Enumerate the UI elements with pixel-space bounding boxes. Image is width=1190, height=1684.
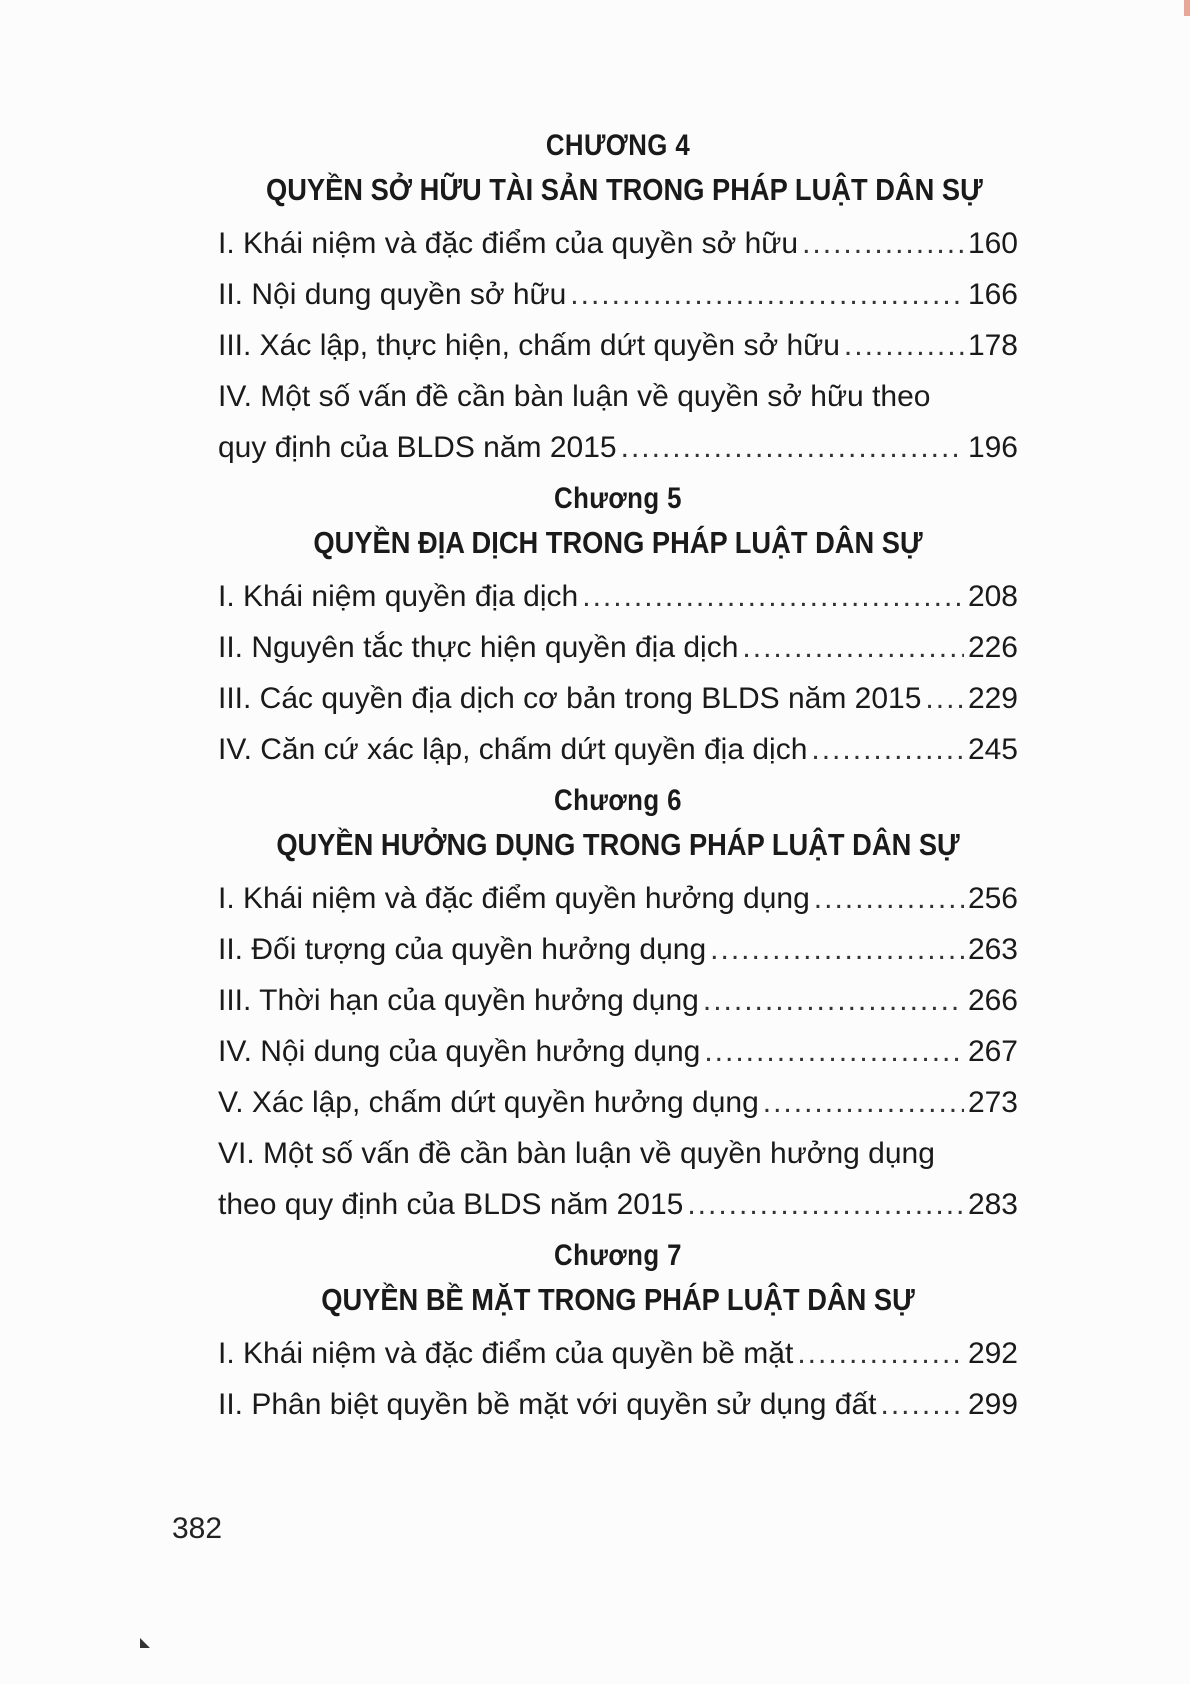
- toc-entry-page: 245: [967, 733, 1018, 766]
- toc-entry[interactable]: [218, 873, 1018, 924]
- toc-entry-label: IV. Căn cứ xác lập, chấm dứt quyền địa dịch: [218, 733, 808, 766]
- toc-entry[interactable]: [218, 673, 1018, 724]
- section-chapter-4: [218, 126, 1018, 473]
- dot-leader: [582, 571, 964, 622]
- toc-entry[interactable]: [218, 724, 1018, 775]
- toc-entry[interactable]: [218, 622, 1018, 673]
- section-chapter-6: [218, 781, 1018, 1230]
- toc-entry-label: II. Nguyên tắc thực hiện quyền địa dịch: [218, 631, 739, 664]
- dot-leader: [797, 1328, 964, 1379]
- section-chapter-7: [218, 1236, 1018, 1430]
- chapter-heading: Chương 7: [554, 1239, 682, 1272]
- toc-entry-page: 256: [967, 882, 1018, 915]
- chapter-heading: Chương 6: [554, 784, 682, 817]
- dot-leader: [704, 1026, 964, 1077]
- toc-entry-page: 263: [967, 933, 1018, 966]
- toc-entry[interactable]: [218, 1077, 1018, 1128]
- toc-entry[interactable]: [218, 924, 1018, 975]
- toc-entry[interactable]: [218, 269, 1018, 320]
- toc-entry-page: 196: [967, 431, 1018, 464]
- dot-leader: [703, 975, 964, 1026]
- toc-entry[interactable]: [218, 320, 1018, 371]
- toc-entry[interactable]: [218, 1328, 1018, 1379]
- toc-entry-page: 229: [967, 682, 1018, 715]
- toc-entry-label: II. Phân biệt quyền bề mặt với quyền sử dụng đất: [218, 1388, 877, 1421]
- toc-entry-page: 166: [967, 278, 1018, 311]
- toc-entry-continuation: theo quy định của BLDS năm 2015: [218, 1188, 684, 1221]
- toc-entry[interactable]: [218, 571, 1018, 622]
- page-edge-mark: [1184, 0, 1190, 16]
- toc-entry-page: 226: [967, 631, 1018, 664]
- toc-entry[interactable]: [218, 422, 1018, 473]
- toc-entry[interactable]: [218, 1026, 1018, 1077]
- toc-entry[interactable]: [218, 975, 1018, 1026]
- toc-entry-label: II. Đối tượng của quyền hưởng dụng: [218, 933, 707, 966]
- toc-entry-label: I. Khái niệm và đặc điểm quyền hưởng dụng: [218, 882, 810, 915]
- dot-leader: [814, 873, 964, 924]
- scan-corner-mark: [140, 1638, 150, 1648]
- chapter-title: QUYỀN BỀ MẶT TRONG PHÁP LUẬT DÂN SỰ: [321, 1282, 915, 1317]
- toc-entry-page: 292: [967, 1337, 1018, 1370]
- toc-entry-label: III. Xác lập, thực hiện, chấm dứt quyền sở hữu: [218, 329, 840, 362]
- toc-entry-label: I. Khái niệm và đặc điểm của quyền bề mặt: [218, 1337, 794, 1370]
- toc-entry-page: 299: [967, 1388, 1018, 1421]
- chapter-heading: Chương 5: [554, 482, 682, 515]
- dot-leader: [687, 1179, 964, 1230]
- toc-entry-label: IV. Nội dung của quyền hưởng dụng: [218, 1035, 701, 1068]
- table-of-contents: [218, 120, 1018, 1430]
- toc-entry-page: 273: [967, 1086, 1018, 1119]
- page-number: 382: [172, 1512, 223, 1545]
- chapter-title: QUYỀN SỞ HỮU TÀI SẢN TRONG PHÁP LUẬT DÂN SỰ: [266, 172, 983, 207]
- chapter-heading: CHƯƠNG 4: [545, 129, 691, 162]
- toc-entry-label[interactable]: IV. Một số vấn đề cần bàn luận về quyền sở hữu theo: [218, 380, 931, 413]
- dot-leader: [710, 924, 964, 975]
- toc-entry-label: II. Nội dung quyền sở hữu: [218, 278, 567, 311]
- toc-entry-continuation: quy định của BLDS năm 2015: [218, 431, 617, 464]
- toc-entry-label: III. Thời hạn của quyền hưởng dụng: [218, 984, 699, 1017]
- toc-entry-page: 283: [967, 1188, 1018, 1221]
- toc-entry-page: 208: [967, 580, 1018, 613]
- dot-leader: [802, 218, 964, 269]
- toc-entry-label: III. Các quyền địa dịch cơ bản trong BLDS năm 2015: [218, 682, 922, 715]
- chapter-title: QUYỀN ĐỊA DỊCH TRONG PHÁP LUẬT DÂN SỰ: [313, 525, 923, 560]
- dot-leader: [570, 269, 964, 320]
- dot-leader: [742, 622, 964, 673]
- toc-entry[interactable]: [218, 1179, 1018, 1230]
- toc-entry-page: 160: [967, 227, 1018, 260]
- toc-entry-page: 178: [967, 329, 1018, 362]
- toc-entry-label: V. Xác lập, chấm dứt quyền hưởng dụng: [218, 1086, 759, 1119]
- chapter-title: QUYỀN HƯỞNG DỤNG TRONG PHÁP LUẬT DÂN SỰ: [276, 827, 960, 862]
- toc-entry[interactable]: [218, 218, 1018, 269]
- toc-entry-page: 266: [967, 984, 1018, 1017]
- toc-entry[interactable]: [218, 1379, 1018, 1430]
- dot-leader: [925, 673, 964, 724]
- section-chapter-5: [218, 479, 1018, 775]
- toc-entry-page: 267: [967, 1035, 1018, 1068]
- dot-leader: [881, 1379, 964, 1430]
- dot-leader: [763, 1077, 964, 1128]
- dot-leader: [844, 320, 964, 371]
- dot-leader: [621, 422, 964, 473]
- dot-leader: [811, 724, 964, 775]
- toc-entry-label: I. Khái niệm và đặc điểm của quyền sở hữu: [218, 227, 799, 260]
- toc-entry-label: I. Khái niệm quyền địa dịch: [218, 580, 579, 613]
- toc-entry-label[interactable]: VI. Một số vấn đề cần bàn luận về quyền hưởng dụng: [218, 1137, 935, 1170]
